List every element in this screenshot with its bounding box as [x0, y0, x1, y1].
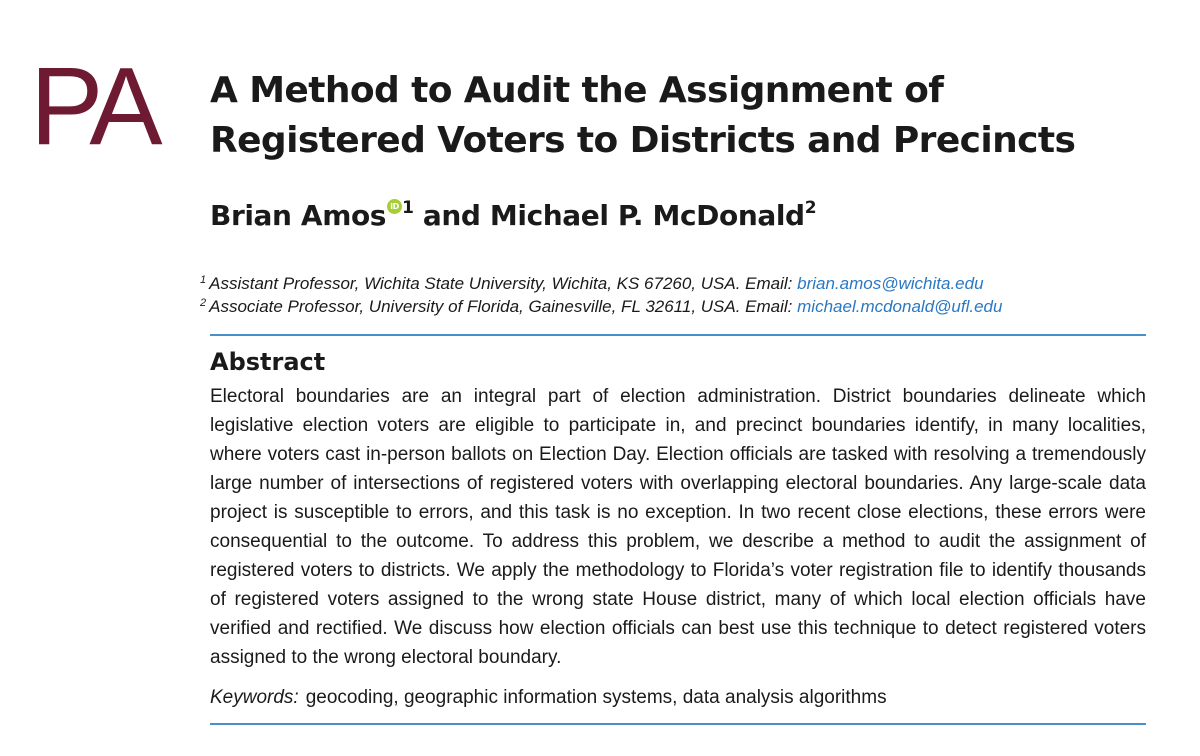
abstract-heading: Abstract [210, 348, 326, 376]
affiliation-2 [200, 296, 1002, 318]
paper-title: A Method to Audit the Assignment of Registered Voters to Districts and Precincts [210, 70, 1076, 161]
keywords-text: geocoding, geographic information systems, data analysis algorithms [305, 687, 887, 708]
author-connector: and [422, 199, 481, 232]
affiliation-marker: 2 [200, 297, 207, 309]
keywords-label: Keywords: [210, 687, 299, 708]
section-divider-bottom [210, 723, 1146, 725]
author-name-1: Brian Amos [210, 199, 387, 232]
author-affiliation-marker-2: 2 [804, 198, 817, 218]
email-link[interactable]: brian.amos@wichita.edu [797, 274, 984, 293]
affiliation-1 [200, 273, 984, 295]
author-name-2: Michael P. McDonald [489, 199, 805, 232]
keywords [210, 685, 887, 711]
affiliation-text: Assistant Professor, Wichita State University, Wichita, KS 67260, USA. Email: [209, 274, 798, 293]
author-affiliation-marker-1: 1 [402, 198, 414, 218]
orcid-icon[interactable]: iD [387, 199, 402, 214]
journal-logo: PA [30, 45, 157, 168]
affiliation-marker: 1 [200, 274, 207, 286]
email-link[interactable]: michael.mcdonald@ufl.edu [797, 297, 1003, 316]
abstract-body: Electoral boundaries are an integral part of election administration. District boundaries delineate which legislative election voters are eligible to participate in, and precinct boundaries identify, in many localities, where voters cast in-person ballots on Election Day. Election officials are tasked with resolving a tremendously large number of intersections of registered voters with overlapping electoral boundaries. Any large-scale data project is susceptible to errors, and this task is no exception. In two recent close elections, these errors were consequential to the outcome. To address this problem, we describe a method to audit the assignment of registered voters to districts. We apply the methodology to Florida’s voter registration file to identify thousands of registered voters assigned to the wrong state House district, many of which local election officials have verified and rectified. We discuss how election officials can best use this technique to detect registered voters assigned to the wrong electoral boundary. [210, 386, 1146, 668]
author-line [210, 196, 816, 236]
section-divider-top [210, 334, 1146, 336]
affiliation-text: Associate Professor, University of Florida, Gainesville, FL 32611, USA. Email: [209, 297, 798, 316]
